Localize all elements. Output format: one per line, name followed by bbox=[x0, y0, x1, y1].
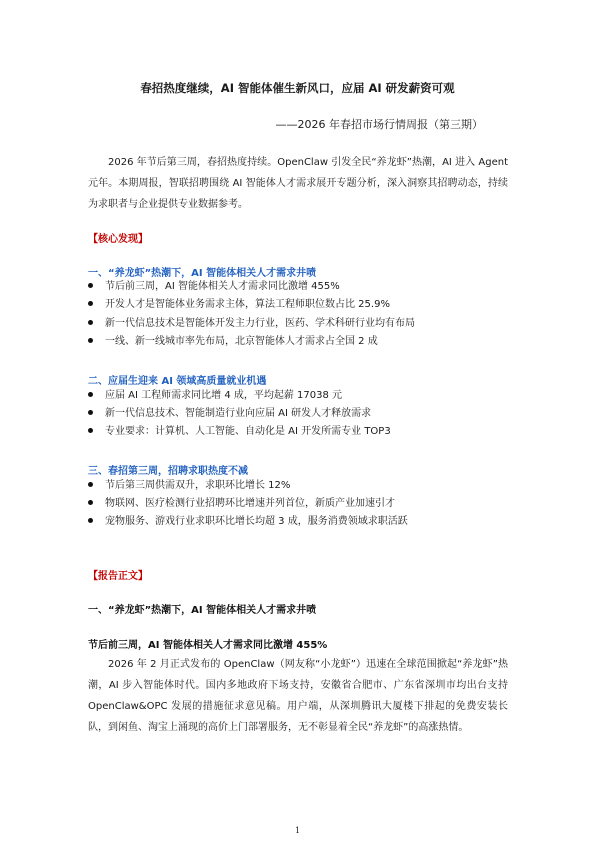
section-heading: 三、春招第三周，招聘求职热度不减 bbox=[88, 466, 248, 477]
list-item bbox=[88, 425, 391, 439]
list-item bbox=[88, 280, 340, 294]
bullet-icon bbox=[88, 428, 93, 433]
bullet-icon bbox=[88, 320, 93, 325]
bullet-text: 开发人才是智能体业务需求主体，算法工程师职位数占比 25.9% bbox=[105, 299, 390, 310]
bullet-icon bbox=[88, 301, 93, 306]
section-heading: 一、“养龙虾”热潮下，AI 智能体相关人才需求井喷 bbox=[88, 268, 317, 279]
bullet-icon bbox=[88, 283, 93, 288]
list-item bbox=[88, 335, 378, 349]
bullet-text: 节后第三周供需双升，求职环比增长 12% bbox=[105, 480, 291, 491]
list-item bbox=[88, 317, 415, 331]
bullet-text: 应届 AI 工程师需求同比增 4 成，平均起薪 17038 元 bbox=[105, 390, 343, 401]
body-subheading: 节后前三周，AI 智能体相关人才需求同比激增 455% bbox=[88, 640, 328, 651]
report-body-label: 【报告正文】 bbox=[88, 571, 148, 582]
bullet-icon bbox=[88, 410, 93, 415]
page-number: 1 bbox=[294, 826, 301, 835]
bullet-text: 专业要求：计算机、人工智能、自动化是 AI 开发所需专业 TOP3 bbox=[105, 426, 391, 437]
list-item bbox=[88, 497, 395, 511]
bullet-text: 新一代信息技术是智能体开发主力行业，医药、学术科研行业均有布局 bbox=[105, 318, 415, 329]
bullet-icon bbox=[88, 482, 93, 487]
list-item bbox=[88, 298, 390, 312]
bullet-icon bbox=[88, 392, 93, 397]
intro-paragraph: 2026 年节后第三周，春招热度持续。OpenClaw 引发全民“养龙虾”热潮，AI 进入 Agent 元年。本期周报，智联招聘围绕 AI 智能体人才需求展开专题分析，深入洞察其招聘动态，持续为求职者与企业提供专业数据参考。 bbox=[88, 157, 508, 210]
list-item bbox=[88, 389, 342, 403]
list-item bbox=[88, 515, 408, 529]
bullet-icon bbox=[88, 518, 93, 523]
bullet-text: 一线、新一线城市率先布局，北京智能体人才需求占全国 2 成 bbox=[105, 336, 378, 347]
bullet-icon bbox=[88, 500, 93, 505]
section-heading: 二、应届生迎来 AI 领域高质量就业机遇 bbox=[88, 376, 267, 387]
body-paragraph: 2026 年 2 月正式发布的 OpenClaw（网友称“小龙虾”）迅速在全球范围掀起“养龙虾”热潮，AI 步入智能体时代。国内多地政府下场支持，安徽省合肥市、广东省深圳市均出台支持 OpenClaw&OPC 发展的措施征求意见稿。用户端，从深圳腾讯大厦楼下排起的免费安装长队，到闲鱼、淘宝上涌现的高价上门部署服务，无不彰显着全民“养龙虾”的高涨热情。 bbox=[88, 659, 508, 733]
bullet-text: 新一代信息技术、智能制造行业向应届 AI 研发人才释放需求 bbox=[105, 408, 372, 419]
bullet-text: 节后前三周，AI 智能体相关人才需求同比激增 455% bbox=[105, 281, 340, 292]
bullet-icon bbox=[88, 338, 93, 343]
list-item bbox=[88, 407, 371, 421]
core-findings-label: 【核心发现】 bbox=[88, 234, 148, 245]
bullet-text: 物联网、医疗检测行业招聘环比增速并列首位，新质产业加速引才 bbox=[105, 498, 395, 509]
body-heading: 一、“养龙虾”热潮下，AI 智能体相关人才需求井喷 bbox=[88, 605, 317, 616]
bullet-text: 宠物服务、游戏行业求职环比增长均超 3 成，服务消费领域求职活跃 bbox=[105, 516, 408, 527]
list-item bbox=[88, 479, 290, 493]
document-subtitle: ——2026 年春招市场行情周报（第三期） bbox=[275, 118, 483, 131]
document-title: 春招热度继续，AI 智能体催生新风口，应届 AI 研发薪资可观 bbox=[140, 81, 455, 95]
